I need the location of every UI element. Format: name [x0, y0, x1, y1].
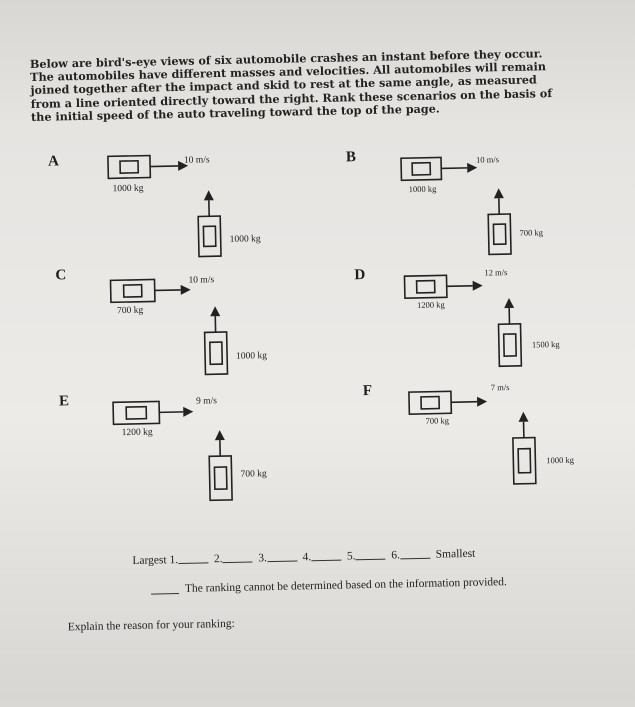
scenario-c-letter: C [55, 267, 66, 284]
scenario-c-vertical-car [201, 304, 231, 379]
scenario-a-vertical-mass: 1000 kg [230, 234, 261, 245]
scenario-f-horizontal-speed: 7 m/s [491, 382, 510, 392]
rank-2-label: 2. [214, 553, 223, 565]
cannot-determine-text: The ranking cannot be determined based on the information provided. [185, 576, 507, 595]
scenario-c-horizontal-mass: 700 kg [117, 306, 143, 317]
scenario-e-letter: E [59, 393, 69, 410]
smallest-label: Smallest [436, 548, 476, 561]
scenario-b-letter: B [346, 149, 356, 166]
scenario-f-horizontal-car [407, 388, 500, 420]
scenario-c-horizontal-car [108, 276, 201, 308]
scenario-d-vertical-car [495, 296, 525, 371]
intro-paragraph: Below are bird's-eye views of six automobile crashes an instant before they occur. The automobiles have different masses and velocities. All automobiles will remain joined together after the impact and skid to rest at the same angle, as measured from a line oriented directly toward the right. Rank these scenarios on the basis of the initial speed of the auto traveling toward the top of the page. [30, 47, 571, 124]
rank-5-label: 5. [347, 550, 356, 562]
cannot-determine-row [151, 576, 507, 595]
scenario-e-horizontal-speed: 9 m/s [196, 396, 217, 406]
scenario-d-letter: D [354, 267, 365, 284]
scenario-e-horizontal-mass: 1200 kg [122, 428, 153, 439]
scenario-c-vertical-mass: 1000 kg [236, 351, 267, 362]
rank-4-label: 4. [302, 551, 311, 563]
rank-3-blank[interactable] [267, 551, 297, 563]
scenario-c-horizontal-speed: 10 m/s [188, 275, 214, 286]
scenario-a-horizontal-car [106, 153, 197, 185]
scenario-f-vertical-mass: 1000 kg [546, 455, 574, 466]
scenario-b-vertical-mass: 700 kg [519, 227, 543, 237]
scenario-b-vertical-car [485, 186, 515, 259]
rank-4-blank[interactable] [311, 550, 341, 562]
rank-3-label: 3. [258, 552, 267, 564]
scenario-f-vertical-car [509, 409, 539, 490]
rank-1-blank[interactable] [178, 552, 208, 564]
rank-1-label: 1. [169, 554, 178, 566]
explain-prompt: Explain the reason for your ranking: [68, 618, 235, 633]
scenario-d-horizontal-mass: 1200 kg [417, 299, 445, 310]
ranking-row [132, 547, 475, 567]
scenario-a-horizontal-mass: 1000 kg [112, 184, 143, 195]
scenario-d-vertical-mass: 1500 kg [532, 339, 560, 350]
scenario-d-horizontal-speed: 12 m/s [484, 267, 507, 277]
scenario-a-horizontal-speed: 10 m/s [184, 155, 210, 166]
scenario-e-vertical-mass: 700 kg [240, 469, 266, 480]
scenario-b-horizontal-speed: 10 m/s [476, 154, 499, 164]
rank-6-label: 6. [391, 549, 400, 561]
largest-label: Largest [132, 554, 167, 567]
scenario-e-horizontal-car [111, 398, 204, 430]
rank-6-blank[interactable] [400, 548, 430, 560]
scenario-e-vertical-car [206, 428, 236, 505]
cannot-determine-blank[interactable] [151, 583, 179, 595]
rank-5-blank[interactable] [355, 549, 385, 561]
scenario-f-horizontal-mass: 700 kg [425, 415, 449, 425]
rank-2-blank[interactable] [222, 551, 252, 563]
scenario-b-horizontal-mass: 1000 kg [409, 184, 437, 195]
scenario-a-vertical-car [195, 188, 225, 261]
scenario-a-letter: A [48, 153, 59, 170]
scenario-f-letter: F [363, 383, 373, 400]
